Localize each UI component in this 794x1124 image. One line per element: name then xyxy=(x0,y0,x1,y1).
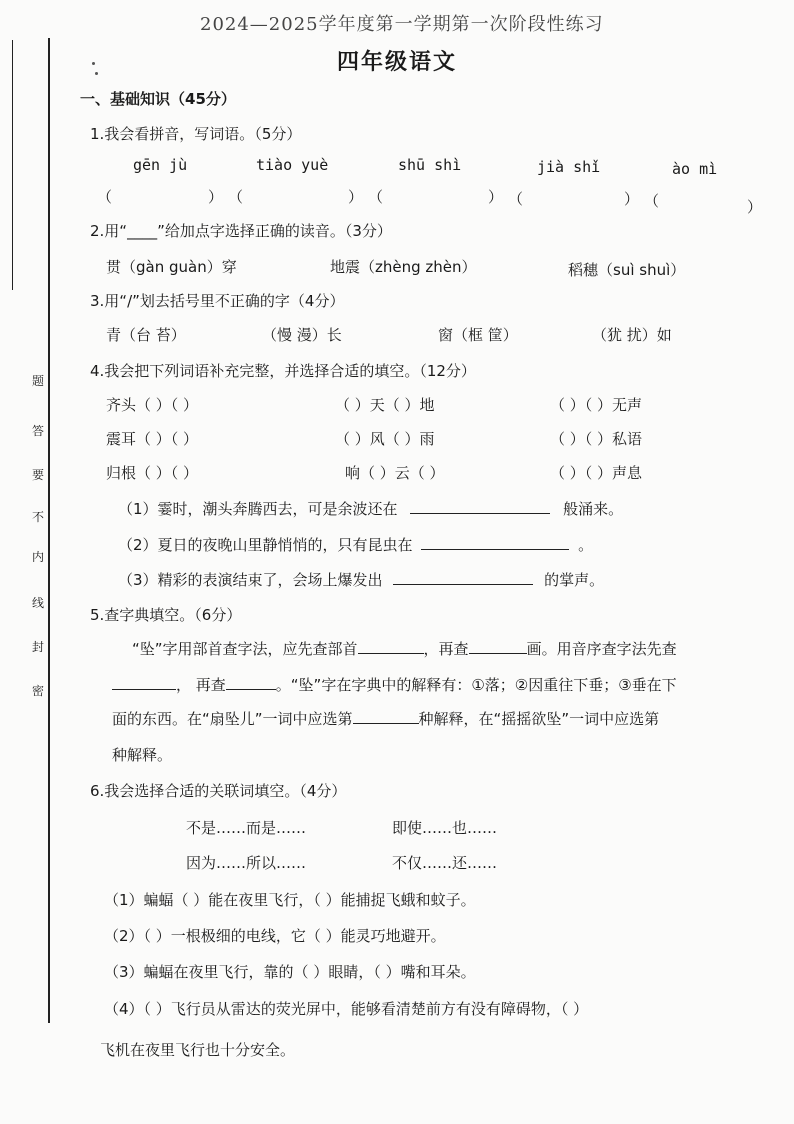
fill-sentence-2 xyxy=(118,534,593,555)
scan-speck xyxy=(95,72,98,75)
blank-line[interactable] xyxy=(421,535,569,550)
reading-item-1[interactable]: 贯（gàn guàn）穿 xyxy=(106,258,237,276)
binding-char: 题 xyxy=(31,374,44,388)
question-5-title: 5.查字典填空。（6分） xyxy=(90,606,242,624)
dictionary-line-4: 种解释。 xyxy=(112,746,173,764)
dictionary-text: “坠”字用部首查字法，应先查部首 xyxy=(132,640,358,658)
dictionary-text: 种解释，在“摇摇欲坠”一词中应选第 xyxy=(418,710,660,728)
answer-box-1-close: ） xyxy=(208,188,224,206)
exam-subject-title: 四年级语文 xyxy=(336,49,457,75)
idiom-row2-col1[interactable]: 震耳（ ）（ ） xyxy=(106,430,199,448)
binding-char: 封 xyxy=(31,640,44,654)
binding-line-inner xyxy=(48,38,50,1023)
pinyin-5: ào mì xyxy=(672,160,718,178)
pinyin-3: shū shì xyxy=(398,156,462,174)
dictionary-text: ， 再查 xyxy=(176,676,226,694)
strike-item-2[interactable]: （慢 漫）长 xyxy=(262,326,342,344)
blank-line[interactable] xyxy=(112,675,176,690)
answer-box-4-open[interactable]: （ xyxy=(508,190,524,208)
idiom-row2-col3[interactable]: （ ）（ ）私语 xyxy=(550,430,643,448)
binding-char: 密 xyxy=(31,684,44,698)
dictionary-text: 面的东西。在“扇坠儿”一词中应选第 xyxy=(112,710,353,728)
blank-line[interactable] xyxy=(410,499,550,514)
blank-line[interactable] xyxy=(353,709,419,724)
conjunction-sentence-3[interactable]: （3）蝙蝠在夜里飞行，靠的（ ）眼睛，（ ）嘴和耳朵。 xyxy=(104,963,476,981)
conjunction-sentence-4-continued: 飞机在夜里飞行也十分安全。 xyxy=(100,1041,296,1059)
question-2-title: 2.用“____”给加点字选择正确的读音。（3分） xyxy=(90,222,392,240)
blank-line[interactable] xyxy=(469,639,527,654)
binding-char: 线 xyxy=(31,596,44,610)
conjunction-sentence-1[interactable]: （1）蝙蝠（ ）能在夜里飞行，（ ）能捕捉飞蛾和蚊子。 xyxy=(104,891,476,909)
fill-sentence-3-start: （3）精彩的表演结束了，会场上爆发出 xyxy=(118,571,383,589)
answer-box-2-close: ） xyxy=(348,188,364,206)
idiom-row1-col2[interactable]: （ ）天（ ）地 xyxy=(335,396,435,414)
conjunction-sentence-2[interactable]: （2）（ ）一根极细的电线，它（ ）能灵巧地避开。 xyxy=(104,927,446,945)
conjunction-option-3: 因为……所以…… xyxy=(186,854,307,872)
idiom-row1-col1[interactable]: 齐头（ ）（ ） xyxy=(106,396,199,414)
answer-box-5-open[interactable]: （ xyxy=(644,192,660,210)
reading-item-2[interactable]: 地震（zhèng zhèn） xyxy=(330,258,477,276)
idiom-row1-col3[interactable]: （ ）（ ）无声 xyxy=(550,396,643,414)
strike-item-3[interactable]: 窗（框 筐） xyxy=(438,326,518,344)
answer-box-5-close: ） xyxy=(747,198,763,216)
answer-box-3-close: ） xyxy=(488,188,504,206)
conjunction-option-1: 不是……而是…… xyxy=(186,819,307,837)
dictionary-text: 。“坠”字在字典中的解释有：①落；②因重往下垂；③垂在下 xyxy=(275,676,677,694)
fill-sentence-1-start: （1）霎时，潮头奔腾西去，可是余波还在 xyxy=(118,500,398,518)
answer-box-3-open[interactable]: （ xyxy=(368,188,384,206)
binding-char: 内 xyxy=(31,550,44,564)
binding-char: 不 xyxy=(31,510,44,524)
strike-item-1[interactable]: 青（台 苔） xyxy=(106,326,186,344)
question-1-title: 1.我会看拼音，写词语。（5分） xyxy=(90,125,302,143)
pinyin-1: gēn jù xyxy=(133,156,188,174)
fill-sentence-1-end: 般涌来。 xyxy=(563,500,624,518)
conjunction-option-4: 不仅……还…… xyxy=(392,854,498,872)
fill-sentence-1 xyxy=(118,498,623,519)
fill-sentence-3 xyxy=(118,569,604,590)
dictionary-text: 画。用音序查字法先查 xyxy=(526,640,677,658)
blank-line[interactable] xyxy=(358,639,424,654)
reading-item-3[interactable]: 稻穗（suì shuì） xyxy=(568,261,686,279)
binding-line-outer xyxy=(12,40,13,290)
scan-speck xyxy=(92,62,95,65)
answer-box-2-open[interactable]: （ xyxy=(228,188,244,206)
dictionary-line-3 xyxy=(112,708,659,729)
section-heading: 一、基础知识（45分） xyxy=(80,90,236,108)
question-3-title: 3.用“/”划去括号里不正确的字（4分） xyxy=(90,292,345,310)
pinyin-4: jià shǐ xyxy=(537,158,601,176)
question-6-title: 6.我会选择合适的关联词填空。（4分） xyxy=(90,782,347,800)
dictionary-line-2 xyxy=(112,674,677,695)
idiom-row3-col1[interactable]: 归根（ ）（ ） xyxy=(106,464,199,482)
strike-item-4[interactable]: （犹 扰）如 xyxy=(592,326,672,344)
blank-line[interactable] xyxy=(393,570,533,585)
dictionary-text: ，再查 xyxy=(423,640,469,658)
idiom-row3-col3[interactable]: （ ）（ ）声息 xyxy=(550,464,643,482)
fill-sentence-2-start: （2）夏日的夜晚山里静悄悄的，只有昆虫在 xyxy=(118,536,413,554)
binding-char: 答 xyxy=(31,424,44,438)
blank-line[interactable] xyxy=(226,675,276,690)
question-4-title: 4.我会把下列词语补充完整，并选择合适的填空。（12分） xyxy=(90,362,476,380)
binding-char: 要 xyxy=(31,468,44,482)
fill-sentence-2-end: 。 xyxy=(578,536,594,554)
idiom-row2-col2[interactable]: （ ）风（ ）雨 xyxy=(335,430,435,448)
dictionary-line-1 xyxy=(132,638,677,659)
fill-sentence-3-end: 的掌声。 xyxy=(544,571,605,589)
conjunction-sentence-4[interactable]: （4）（ ）飞行员从雷达的荧光屏中，能够看清楚前方有没有障碍物，（ ） xyxy=(104,1000,589,1018)
conjunction-option-2: 即使……也…… xyxy=(392,819,498,837)
idiom-row3-col2[interactable]: 响（ ）云（ ） xyxy=(345,464,445,482)
pinyin-2: tiào yuè xyxy=(256,156,329,174)
exam-term-title: 2024—2025学年度第一学期第一次阶段性练习 xyxy=(200,14,604,35)
answer-box-4-close: ） xyxy=(624,190,640,208)
answer-box-1-open[interactable]: （ xyxy=(97,188,113,206)
